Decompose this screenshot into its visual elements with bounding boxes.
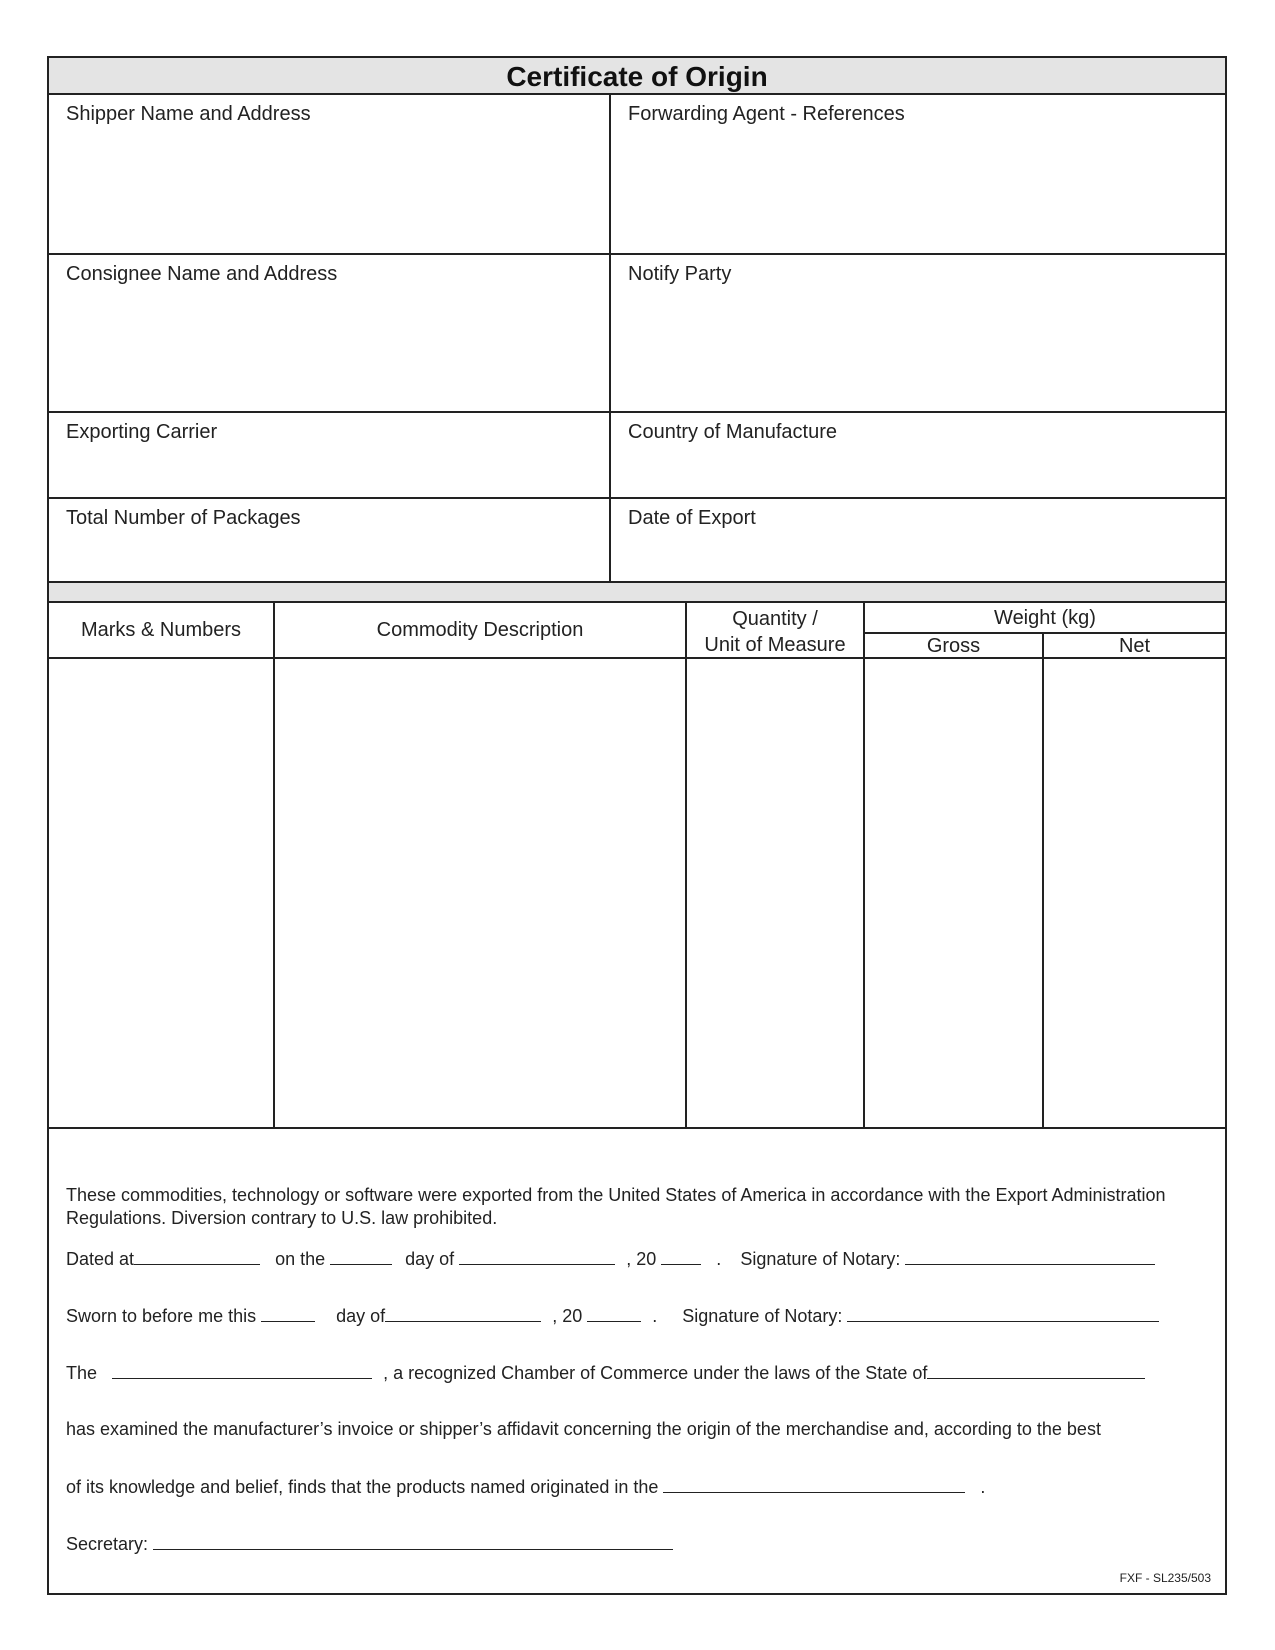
form-code: FXF - SL235/503 bbox=[1119, 1571, 1211, 1585]
sworn-year-prefix: , 20 bbox=[552, 1306, 583, 1326]
net-header: Net bbox=[1044, 634, 1225, 659]
secretary-signature-blank[interactable] bbox=[153, 1533, 673, 1550]
sworn-label: Sworn to before me this bbox=[66, 1306, 257, 1326]
commodity-description-header: Commodity Description bbox=[275, 603, 687, 659]
month-blank[interactable] bbox=[459, 1248, 615, 1265]
forwarding-agent-label: Forwarding Agent - References bbox=[628, 103, 905, 125]
quantity-header-line1: Quantity / bbox=[732, 608, 818, 630]
exporting-carrier-label: Exporting Carrier bbox=[66, 421, 218, 443]
consignee-label: Consignee Name and Address bbox=[66, 263, 338, 285]
signature-of-notary-label-1: Signature of Notary: bbox=[740, 1249, 901, 1269]
exporting-carrier-field[interactable] bbox=[49, 413, 611, 499]
knowledge-line bbox=[66, 1476, 985, 1498]
on-the-label: on the bbox=[275, 1249, 326, 1269]
chamber-name-blank[interactable] bbox=[112, 1362, 372, 1379]
gross-weight-column[interactable] bbox=[865, 659, 1044, 1129]
secretary-label: Secretary: bbox=[66, 1534, 149, 1554]
date-of-export-field[interactable] bbox=[611, 499, 1225, 583]
quantity-column[interactable] bbox=[687, 659, 865, 1129]
year-blank[interactable] bbox=[661, 1248, 701, 1265]
origin-country-blank[interactable] bbox=[663, 1476, 965, 1493]
weight-header: Weight (kg) bbox=[865, 603, 1225, 634]
country-of-manufacture-label: Country of Manufacture bbox=[628, 421, 837, 443]
commodity-description-column[interactable] bbox=[275, 659, 687, 1129]
shipper-field[interactable] bbox=[49, 95, 611, 255]
sworn-period: . bbox=[652, 1306, 658, 1326]
country-of-manufacture-field[interactable] bbox=[611, 413, 1225, 499]
examined-line: has examined the manufacturer’s invoice or shipper’s affidavit concerning the origin of the merchandise and, according to the best bbox=[66, 1419, 1101, 1439]
chamber-text: , a recognized Chamber of Commerce under the laws of the State of bbox=[383, 1363, 928, 1383]
notify-party-field[interactable] bbox=[611, 255, 1225, 413]
notify-party-label: Notify Party bbox=[628, 263, 732, 285]
shipper-label: Shipper Name and Address bbox=[66, 103, 311, 125]
total-packages-label: Total Number of Packages bbox=[66, 507, 301, 529]
day-of-label: day of bbox=[405, 1249, 455, 1269]
gross-header: Gross bbox=[865, 634, 1044, 659]
consignee-field[interactable] bbox=[49, 255, 611, 413]
total-packages-field[interactable] bbox=[49, 499, 611, 583]
sworn-day-of-label: day of bbox=[336, 1306, 386, 1326]
sworn-day-blank[interactable] bbox=[261, 1305, 315, 1322]
notary-signature-blank-2[interactable] bbox=[847, 1305, 1159, 1322]
knowledge-period: . bbox=[980, 1477, 986, 1497]
sworn-year-blank[interactable] bbox=[587, 1305, 641, 1322]
year-prefix: , 20 bbox=[626, 1249, 657, 1269]
dated-line bbox=[66, 1248, 1155, 1270]
certificate-form bbox=[47, 56, 1227, 1595]
sworn-month-blank[interactable] bbox=[385, 1305, 541, 1322]
the-label: The bbox=[66, 1363, 98, 1383]
net-weight-column[interactable] bbox=[1044, 659, 1225, 1129]
quantity-header-line2: Unit of Measure bbox=[704, 634, 846, 656]
dated-period: . bbox=[716, 1249, 722, 1269]
export-statement: These commodities, technology or software were exported from the United States of America in accordance with the Export Administration Regulations. Diversion contrary to U.S. law prohibited. bbox=[66, 1185, 1166, 1228]
notary-signature-blank-1[interactable] bbox=[905, 1248, 1155, 1265]
chamber-line bbox=[66, 1362, 1145, 1384]
form-title: Certificate of Origin bbox=[49, 58, 1225, 95]
signature-of-notary-label-2: Signature of Notary: bbox=[682, 1306, 843, 1326]
knowledge-text: of its knowledge and belief, finds that the products named originated in the bbox=[66, 1477, 659, 1497]
declaration-section bbox=[49, 1129, 1225, 1593]
state-blank[interactable] bbox=[927, 1362, 1145, 1379]
dated-at-blank[interactable] bbox=[134, 1248, 260, 1265]
quantity-unit-header bbox=[687, 603, 865, 659]
day-blank[interactable] bbox=[330, 1248, 392, 1265]
section-separator bbox=[49, 583, 1225, 603]
forwarding-agent-field[interactable] bbox=[611, 95, 1225, 255]
marks-numbers-column[interactable] bbox=[49, 659, 275, 1129]
dated-at-label: Dated at bbox=[66, 1249, 135, 1269]
sworn-line bbox=[66, 1305, 1159, 1327]
date-of-export-label: Date of Export bbox=[628, 507, 756, 529]
marks-numbers-header: Marks & Numbers bbox=[49, 603, 275, 659]
secretary-line bbox=[66, 1533, 673, 1555]
